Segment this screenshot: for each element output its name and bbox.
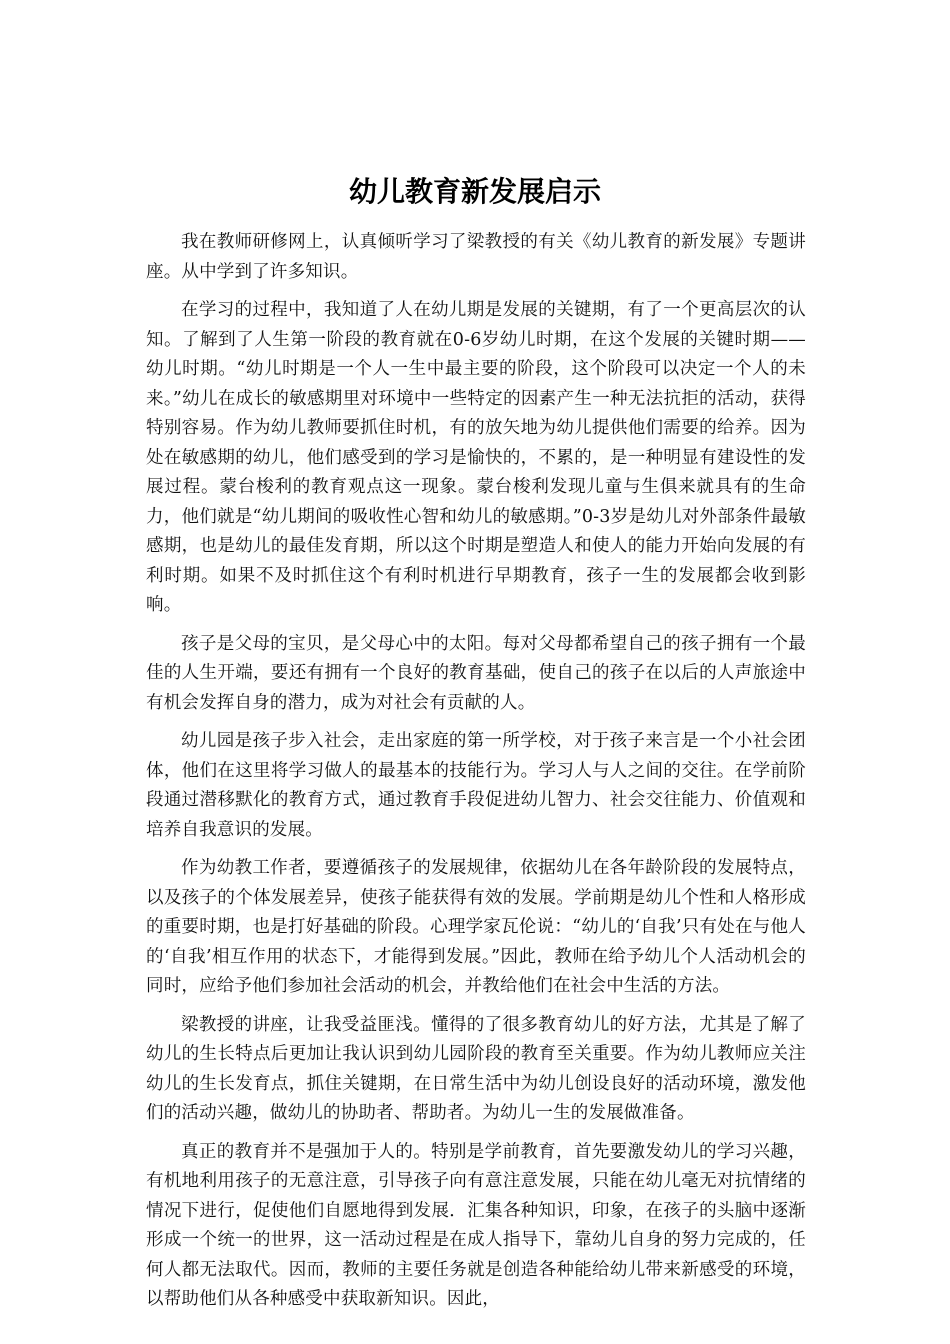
paragraph-7: 真正的教育并不是强加于人的。特别是学前教育，首先要激发幼儿的学习兴趣，有机地利用孩子的无意注意，引导孩子向有意注意发展，只能在幼儿毫无对抗情绪的情况下进行，促使他们自愿地得到发展．汇集各种知识，印象，在孩子的头脑中逐渐形成一个统一的世界，这一活动过程是在成人指导下，靠幼儿自身的努力完成的，任何人都无法取代。因而，教师的主要任务就是创造各种能给幼儿带来新感受的环境，以帮助他们从各种感受中获取新知识。因此， bbox=[146, 1141, 806, 1309]
document-body bbox=[146, 228, 806, 1324]
paragraph-5: 作为幼教工作者，要遵循孩子的发展规律，依据幼儿在各年龄阶段的发展特点，以及孩子的个体发展差异，使孩子能获得有效的发展。学前期是幼儿个性和人格形成的重要时期，也是打好基础的阶段。心理学家瓦伦说：“幼儿的‘自我’只有处在与他人的‘自我’相互作用的状态下，才能得到发展。”因此，教师在给予幼儿个人活动机会的同时，应给予他们参加社会活动的机会，并教给他们在社会中生活的方法。 bbox=[146, 858, 806, 996]
document-title: 幼儿教育新发展启示 bbox=[348, 175, 601, 208]
paragraph-4: 幼儿园是孩子步入社会，走出家庭的第一所学校，对于孩子来言是一个小社会团体，他们在这里将学习做人的最基本的技能行为。学习人与人之间的交往。在学前阶段通过潜移默化的教育方式，通过教育手段促进幼儿智力、社会交往能力、价值观和培养自我意识的发展。 bbox=[146, 731, 806, 840]
paragraph-2: 在学习的过程中，我知道了人在幼儿期是发展的关键期，有了一个更高层次的认知。了解到了人生第一阶段的教育就在0-6岁幼儿时期，在这个发展的关键时期——幼儿时期。“幼儿时期是一个人一生中最主要的阶段，这个阶段可以决定一个人的未来。”幼儿在成长的敏感期里对环境中一些特定的因素产生一种无法抗拒的活动，获得特别容易。作为幼儿教师要抓住时机，有的放矢地为幼儿提供他们需要的给养。因为处在敏感期的幼儿，他们感受到的学习是愉快的，不累的，是一种明显有建设性的发展过程。蒙台梭利的教育观点这一现象。蒙台梭利发现儿童与生俱来就具有的生命力，他们就是“幼儿期间的吸收性心智和幼儿的敏感期。”0-3岁是幼儿对外部条件最敏感期，也是幼儿的最佳发育期，所以这个时期是塑造人和使人的能力开始向发展的有利时期。如果不及时抓住这个有利时机进行早期教育，孩子一生的发展都会收到影响。 bbox=[146, 300, 806, 615]
paragraph-6: 梁教授的讲座，让我受益匪浅。懂得的了很多教育幼儿的好方法，尤其是了解了幼儿的生长特点后更加让我认识到幼儿园阶段的教育至关重要。作为幼儿教师应关注幼儿的生长发育点，抓住关键期，在日常生活中为幼儿创设良好的活动环境，激发他们的活动兴趣，做幼儿的协助者、帮助者。为幼儿一生的发展做准备。 bbox=[146, 1014, 806, 1123]
paragraph-3: 孩子是父母的宝贝，是父母心中的太阳。每对父母都希望自己的孩子拥有一个最佳的人生开端，要还有拥有一个良好的教育基础，使自己的孩子在以后的人声旅途中有机会发挥自身的潜力，成为对社会有贡献的人。 bbox=[146, 633, 806, 713]
paragraph-1: 我在教师研修网上，认真倾听学习了梁教授的有关《幼儿教育的新发展》专题讲座。从中学到了许多知识。 bbox=[146, 232, 806, 282]
